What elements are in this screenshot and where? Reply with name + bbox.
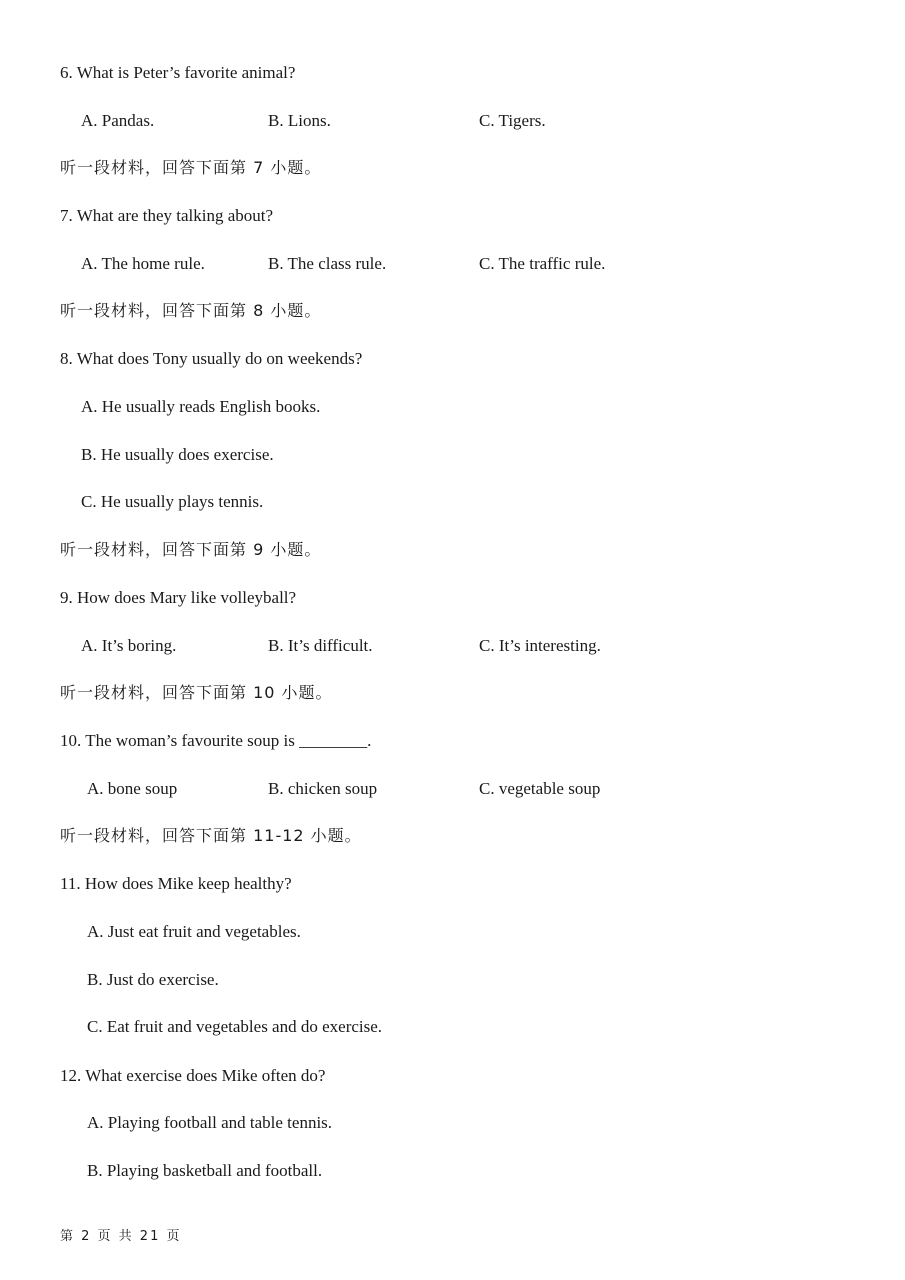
listening-instruction-8: 听一段材料，回答下面第 8 小题。: [60, 301, 322, 320]
question-7: [60, 206, 273, 226]
option-11a: A. Just eat fruit and vegetables.: [87, 922, 301, 941]
listening-instruction-11-12: 听一段材料，回答下面第 11-12 小题。: [60, 826, 362, 845]
question-number: 12.: [60, 1066, 82, 1085]
question-6: [60, 63, 295, 83]
question-text: The woman’s favourite soup is ________.: [85, 731, 372, 750]
option-6c: C. Tigers.: [479, 111, 546, 130]
question-number: 10.: [60, 731, 82, 750]
question-9: [60, 588, 296, 608]
option-7c: C. The traffic rule.: [479, 254, 606, 273]
question-10: [60, 731, 371, 751]
question-text: What are they talking about?: [76, 206, 274, 225]
question-text: How does Mary like volleyball?: [77, 588, 297, 607]
option-7b: B. The class rule.: [268, 254, 387, 273]
option-6a: A. Pandas.: [81, 111, 155, 130]
question-text: How does Mike keep healthy?: [84, 874, 292, 893]
option-12a: A. Playing football and table tennis.: [87, 1113, 333, 1132]
option-6b: B. Lions.: [268, 111, 331, 130]
option-12b: B. Playing basketball and football.: [87, 1161, 323, 1180]
question-12: [60, 1066, 325, 1086]
option-9b: B. It’s difficult.: [268, 636, 373, 655]
option-10a: A. bone soup: [87, 779, 178, 798]
question-text: What is Peter’s favorite animal?: [76, 63, 296, 82]
option-8a: A. He usually reads English books.: [81, 397, 321, 416]
question-text: What does Tony usually do on weekends?: [76, 349, 363, 368]
question-8: [60, 349, 362, 369]
option-9c: C. It’s interesting.: [479, 636, 601, 655]
listening-instruction-10: 听一段材料，回答下面第 10 小题。: [60, 683, 333, 702]
question-number: 11.: [60, 874, 81, 893]
question-number: 6.: [60, 63, 73, 82]
question-number: 7.: [60, 206, 73, 225]
question-number: 8.: [60, 349, 73, 368]
option-8c: C. He usually plays tennis.: [81, 492, 264, 511]
option-8b: B. He usually does exercise.: [81, 445, 274, 464]
question-number: 9.: [60, 588, 73, 607]
option-10b: B. chicken soup: [268, 779, 378, 798]
listening-instruction-7: 听一段材料，回答下面第 7 小题。: [60, 158, 322, 177]
page-number-footer: 第 2 页 共 21 页: [60, 1229, 182, 1244]
option-9a: A. It’s boring.: [81, 636, 177, 655]
option-11c: C. Eat fruit and vegetables and do exercise.: [87, 1017, 383, 1036]
option-11b: B. Just do exercise.: [87, 970, 219, 989]
option-7a: A. The home rule.: [81, 254, 205, 273]
option-10c: C. vegetable soup: [479, 779, 601, 798]
question-text: What exercise does Mike often do?: [85, 1066, 326, 1085]
question-11: [60, 874, 292, 894]
listening-instruction-9: 听一段材料，回答下面第 9 小题。: [60, 540, 322, 559]
